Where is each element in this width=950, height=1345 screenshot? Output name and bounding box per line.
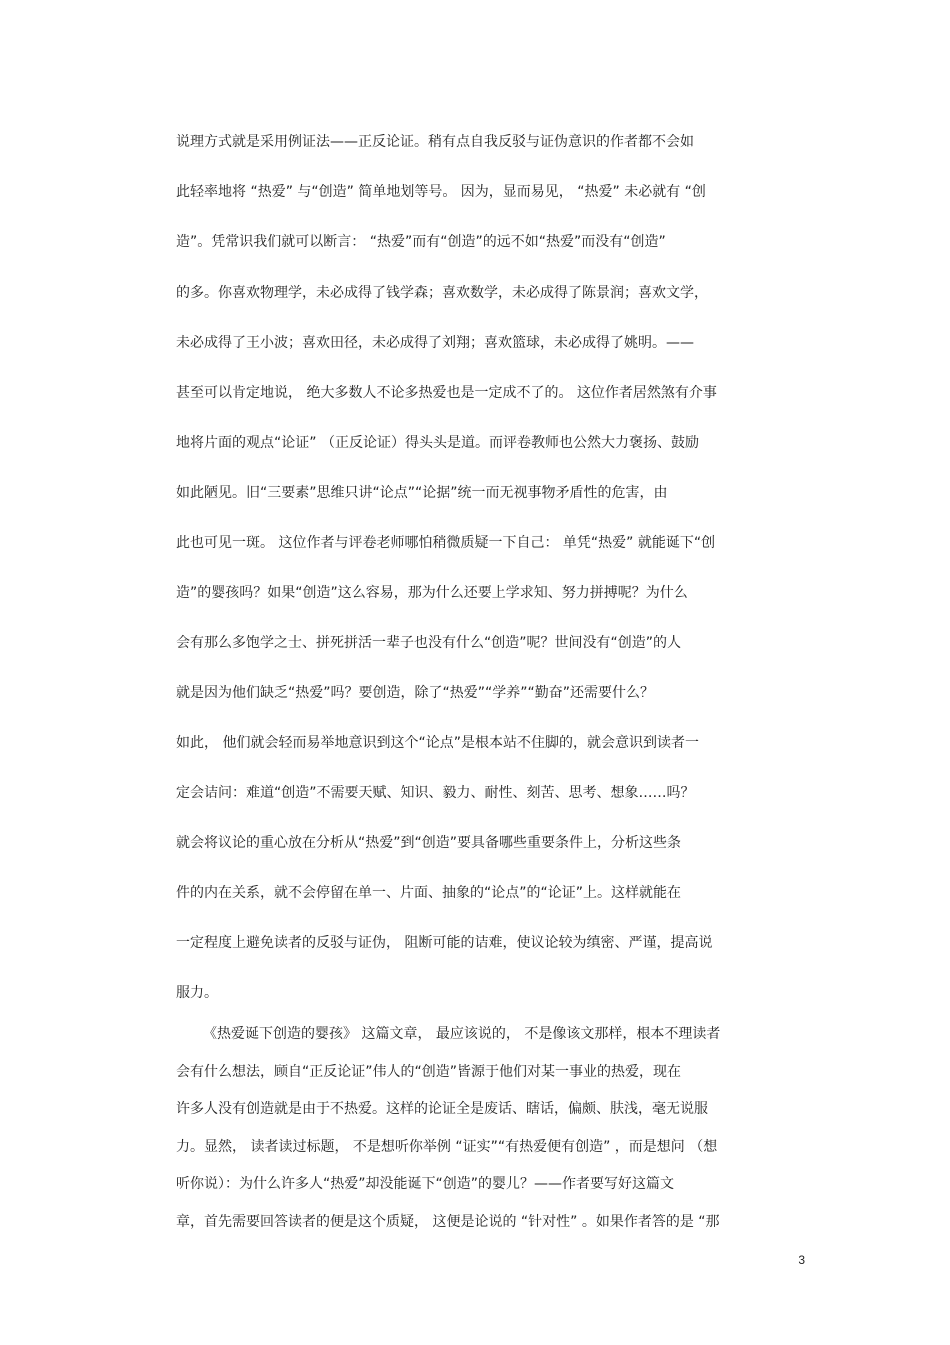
text-line: 听你说）：为什么许多人“热爱”却没能诞下“创造”的婴儿？——作者要写好这篇文 [176, 1176, 675, 1192]
text-line: 许多人没有创造就是由于不热爱。这样的论证全是废话、瞎话，偏颇、肤浅，毫无说服 [176, 1101, 708, 1117]
text-line: 如此陋见。旧“三要素”思维只讲“论点”“论据”统一而无视事物矛盾性的危害，由 [176, 485, 668, 501]
text-line: 章，首先需要回答读者的便是这个质疑， 这便是论说的 “针对性” 。如果作者答的是 “那 [176, 1214, 720, 1230]
text-line: 件的内在关系，就不会停留在单一、片面、抽象的“论点”的“论证”上。这样就能在 [176, 885, 682, 901]
text-line: 会有什么想法，顾自“正反论证”伟人的“创造”皆源于他们对某一事业的热爱，现在 [176, 1064, 682, 1080]
text-line: 就是因为他们缺乏“热爱”吗？要创造，除了“热爱”“学养”“勤奋”还需要什么？ [176, 685, 655, 701]
text-line: 此轻率地将 “热爱” 与“创造” 简单地划等号。 因为，显而易见， “热爱” 未必就有 “创 [176, 184, 706, 200]
text-line: 服力。 [176, 985, 218, 1001]
text-line: 造”。凭常识我们就可以断言： “热爱”而有“创造”的远不如“热爱”而没有“创造” [176, 234, 666, 250]
text-line: 未必成得了王小波；喜欢田径，未必成得了刘翔；喜欢篮球，未必成得了姚明。—— [176, 335, 694, 351]
text-line: 定会诘问：难道“创造”不需要天赋、知识、毅力、耐性、刻苦、思考、想象……吗？ [176, 785, 695, 801]
text-line: 《热爱诞下创造的婴孩》 这篇文章， 最应该说的， 不是像该文那样，根本不理读者 [203, 1026, 721, 1042]
page-number: 3 [798, 1253, 805, 1267]
text-line: 的多。你喜欢物理学，未必成得了钱学森；喜欢数学，未必成得了陈景润；喜欢文学， [176, 285, 708, 301]
text-line: 甚至可以肯定地说， 绝大多数人不论多热爱也是一定成不了的。 这位作者居然煞有介事 [176, 385, 717, 401]
text-line: 一定程度上避免读者的反驳与证伪， 阻断可能的诘难，使议论较为缜密、严谨，提高说 [176, 935, 713, 951]
text-line: 就会将议论的重心放在分析从“热爱”到“创造”要具备哪些重要条件上，分析这些条 [176, 835, 682, 851]
text-line: 如此， 他们就会轻而易举地意识到这个“论点”是根本站不住脚的，就会意识到读者一 [176, 735, 699, 751]
text-line: 地将片面的观点“论证” （正反论证）得头头是道。而评卷教师也公然大力褒扬、鼓励 [176, 435, 699, 451]
text-line: 力。显然， 读者读过标题， 不是想听你举例 “证实”“有热爱便有创造” ，而是想问 （想 [176, 1139, 718, 1155]
text-line: 造”的婴孩吗？如果“创造”这么容易，那为什么还要上学求知、努力拼搏呢？为什么 [176, 585, 688, 601]
text-line: 会有那么多饱学之士、拼死拼活一辈子也没有什么“创造”呢？世间没有“创造”的人 [176, 635, 682, 651]
text-line: 此也可见一斑。 这位作者与评卷老师哪怕稍微质疑一下自己： 单凭“热爱” 就能诞下“创 [176, 535, 716, 551]
text-line: 说理方式就是采用例证法——正反论证。稍有点自我反驳与证伪意识的作者都不会如 [176, 134, 694, 150]
